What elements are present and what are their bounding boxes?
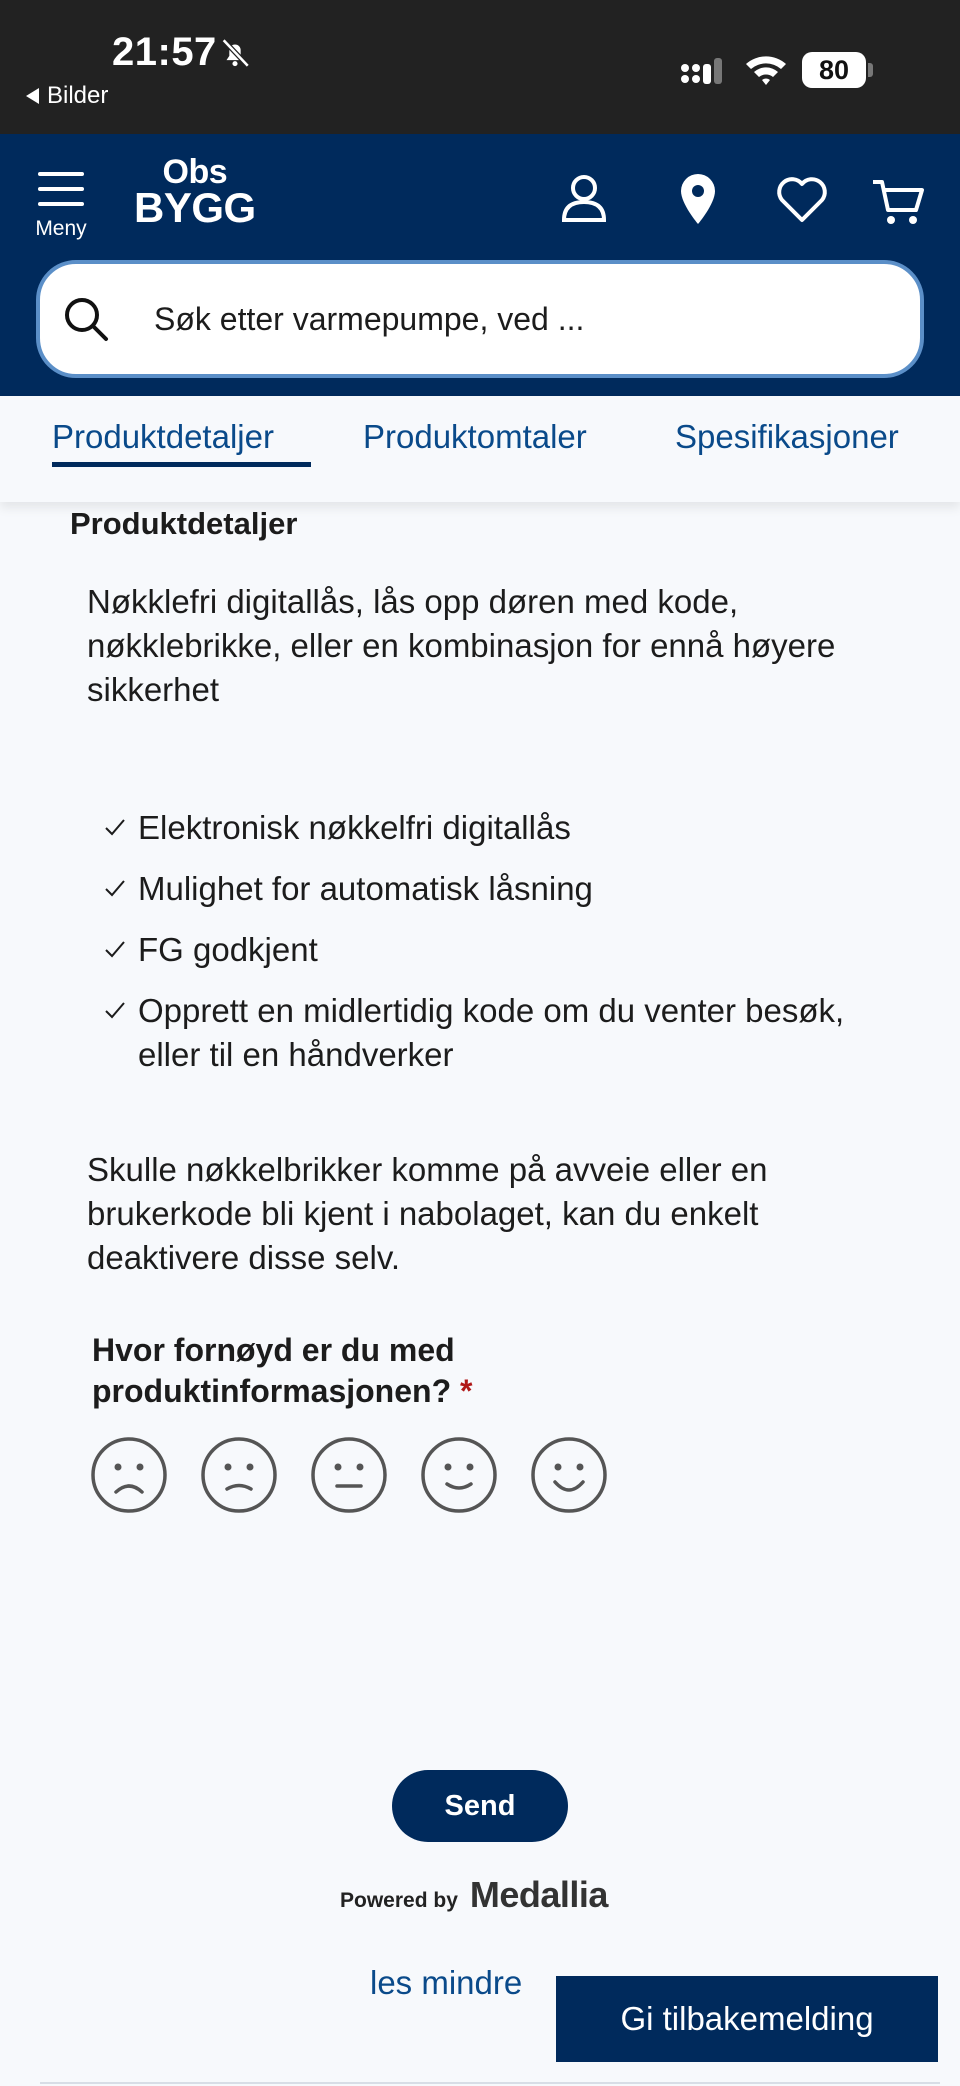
back-app-label: Bilder (47, 82, 109, 109)
tab-produktomtaler[interactable]: Produktomtaler (363, 418, 587, 455)
medallia-logo: Medallia (469, 1874, 608, 1915)
tab-spesifikasjoner[interactable]: Spesifikasjoner (675, 418, 899, 455)
search-icon (60, 293, 112, 345)
feature-text: FG godkjent (138, 931, 318, 968)
feature-text: Opprett en midlertidig kode om du venter besøk, eller til en håndverker (138, 992, 845, 1073)
survey-question-text: Hvor fornøyd er du med produktinformasjonen? (92, 1332, 455, 1409)
very-satisfied-face-icon[interactable] (530, 1436, 608, 1514)
product-intro: Nøkklefri digitallås, lås opp døren med kode, nøkklebrikke, eller en kombinasjon for ennå høyere sikkerhet (87, 583, 836, 708)
battery-tip (868, 63, 873, 77)
neutral-face-icon[interactable] (310, 1436, 388, 1514)
powered-by-medallia (340, 1874, 608, 1916)
list-item (104, 867, 864, 911)
search-bar[interactable] (36, 260, 924, 378)
user-account-icon[interactable] (556, 170, 612, 230)
send-button[interactable]: Send (392, 1770, 568, 1842)
menu-label: Meny (35, 217, 87, 240)
favorites-heart-icon[interactable] (774, 170, 830, 230)
required-mark: * (460, 1373, 473, 1409)
feature-list (104, 806, 864, 1094)
back-to-app-link[interactable] (26, 82, 108, 110)
bell-off-icon (218, 36, 252, 70)
dissatisfied-face-icon[interactable] (200, 1436, 278, 1514)
feature-text: Elektronisk nøkkelfri digitallås (138, 809, 571, 846)
wifi-icon (744, 52, 788, 88)
checkmark-icon (104, 938, 126, 960)
status-bar (0, 0, 960, 134)
list-item (104, 806, 864, 850)
back-arrow-icon (26, 88, 39, 104)
product-outro: Skulle nøkkelbrikker komme på avveie eller en brukerkode bli kjent i nabolaget, kan du enkelt deaktivere disse selv. (87, 1151, 768, 1276)
checkmark-icon (104, 999, 126, 1021)
checkmark-icon (104, 877, 126, 899)
checkmark-icon (104, 816, 126, 838)
search-input[interactable] (154, 301, 854, 338)
store-location-icon[interactable] (670, 170, 726, 230)
cellular-signal-icon (680, 52, 730, 88)
battery-indicator: 80 (802, 52, 866, 88)
product-tabs (0, 396, 960, 502)
survey-question (92, 1330, 692, 1412)
status-time: 21:57 (112, 30, 217, 74)
list-item (104, 928, 864, 972)
active-tab-indicator (52, 462, 311, 467)
tab-produktdetaljer[interactable]: Produktdetaljer (52, 418, 274, 455)
satisfied-face-icon[interactable] (420, 1436, 498, 1514)
powered-by-label: Powered by (340, 1889, 458, 1912)
read-less-link[interactable]: les mindre (370, 1964, 523, 2001)
divider (40, 2082, 940, 2084)
hamburger-icon (28, 164, 94, 206)
feature-text: Mulighet for automatisk låsning (138, 870, 593, 907)
obs-bygg-logo[interactable] (134, 153, 256, 232)
section-title: Produktdetaljer (70, 506, 298, 541)
shopping-cart-icon[interactable] (870, 170, 926, 230)
very-dissatisfied-face-icon[interactable] (90, 1436, 168, 1514)
give-feedback-button[interactable]: Gi tilbakemelding (556, 1976, 938, 2062)
logo-top-text: Obs (162, 153, 228, 191)
list-item (104, 989, 864, 1077)
site-header (0, 134, 960, 396)
menu-button[interactable] (28, 164, 94, 240)
satisfaction-rating (90, 1436, 608, 1514)
logo-bottom-text: BYGG (134, 184, 256, 232)
